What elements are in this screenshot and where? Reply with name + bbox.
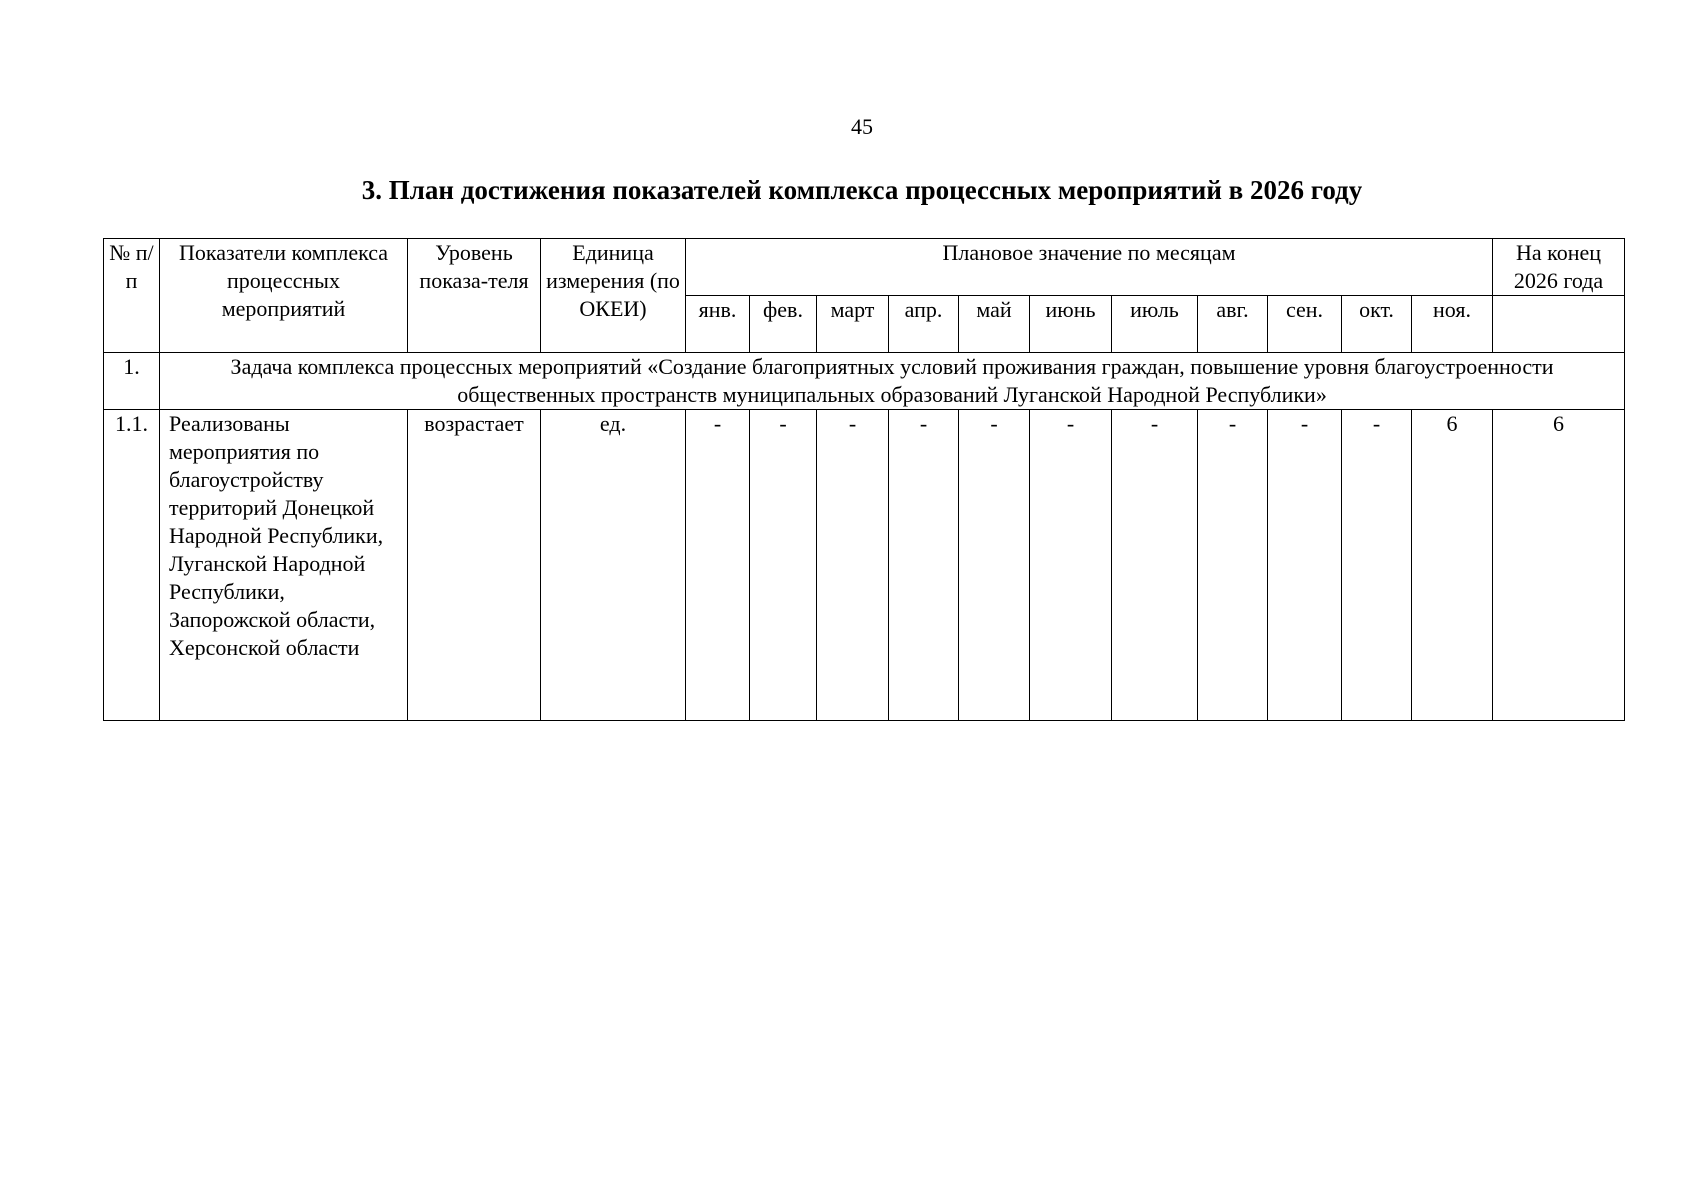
header-month: май bbox=[959, 296, 1030, 353]
row-month-value: - bbox=[1198, 410, 1268, 721]
header-month: июнь bbox=[1030, 296, 1112, 353]
header-month: фев. bbox=[750, 296, 817, 353]
row-month-value: - bbox=[1342, 410, 1412, 721]
header-month: авг. bbox=[1198, 296, 1268, 353]
header-planned-by-month: Плановое значение по месяцам bbox=[686, 239, 1493, 296]
row-level: возрастает bbox=[408, 410, 541, 721]
task-text: Задача комплекса процессных мероприятий «Создание благоприятных условий проживания граждан, повышение уровня благоустроенности общественных пространств муниципальных образований Луганской Народной Республики» bbox=[160, 353, 1625, 410]
header-month: сен. bbox=[1268, 296, 1342, 353]
row-num: 1.1. bbox=[104, 410, 160, 721]
header-level: Уровень показа-теля bbox=[408, 239, 541, 353]
row-indicator: Реализованы мероприятия по благоустройству территорий Донецкой Народной Республики, Луганской Народной Республики, Запорожской области, Херсонской области bbox=[160, 410, 408, 721]
header-month: ноя. bbox=[1412, 296, 1493, 353]
task-num: 1. bbox=[104, 353, 160, 410]
plan-table bbox=[103, 238, 1625, 721]
row-unit: ед. bbox=[541, 410, 686, 721]
header-unit: Единица измерения (по ОКЕИ) bbox=[541, 239, 686, 353]
task-row bbox=[104, 353, 1625, 410]
header-month: апр. bbox=[889, 296, 959, 353]
header-month: март bbox=[817, 296, 889, 353]
row-month-value: - bbox=[750, 410, 817, 721]
row-month-value: - bbox=[959, 410, 1030, 721]
row-month-value: - bbox=[686, 410, 750, 721]
row-month-value: - bbox=[1112, 410, 1198, 721]
row-month-value: - bbox=[889, 410, 959, 721]
row-month-value: - bbox=[817, 410, 889, 721]
header-month: янв. bbox=[686, 296, 750, 353]
document-title: 3. План достижения показателей комплекса процессных мероприятий в 2026 году bbox=[361, 175, 1363, 205]
row-month-value: - bbox=[1268, 410, 1342, 721]
row-month-value: - bbox=[1030, 410, 1112, 721]
table-row bbox=[104, 410, 1625, 721]
header-row-1 bbox=[104, 239, 1625, 296]
header-num: № п/п bbox=[104, 239, 160, 353]
header-indicator: Показатели комплекса процессных мероприятий bbox=[160, 239, 408, 353]
row-month-value: 6 bbox=[1412, 410, 1493, 721]
header-month: июль bbox=[1112, 296, 1198, 353]
header-empty-cell bbox=[1493, 296, 1625, 353]
header-year-end: На конец 2026 года bbox=[1493, 239, 1625, 296]
row-year-end-value: 6 bbox=[1493, 410, 1625, 721]
header-month: окт. bbox=[1342, 296, 1412, 353]
page-number: 45 bbox=[851, 114, 873, 139]
